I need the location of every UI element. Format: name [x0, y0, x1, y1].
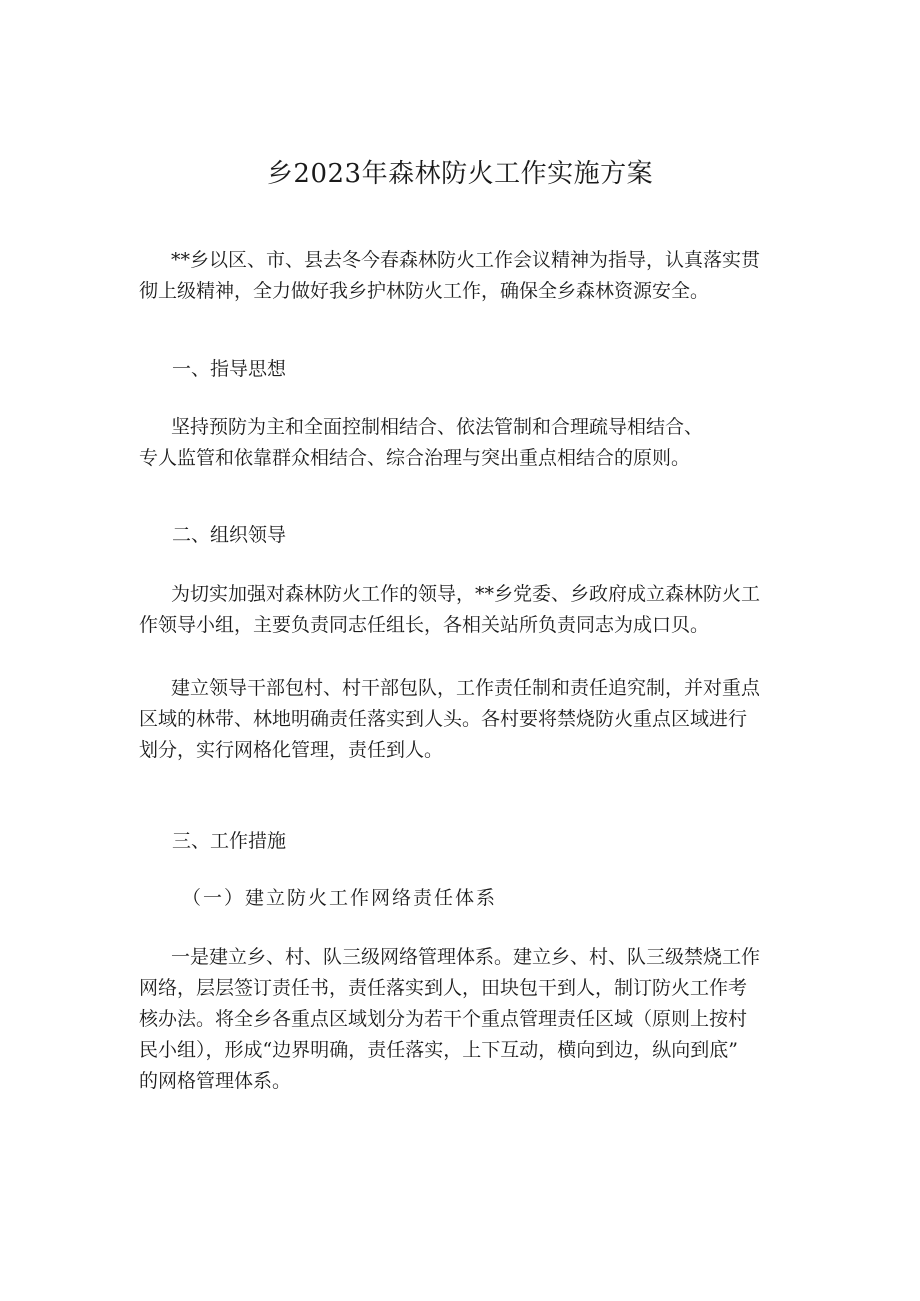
section3-p1-line-4: 民小组），形成“边界明确，责任落实，上下互动，横向到边，纵向到底”	[139, 1039, 738, 1061]
section2-paragraph-1	[139, 579, 789, 641]
section3-paragraph-1	[139, 942, 789, 1097]
intro-line-2: 彻上级精神，全力做好我乡护林防火工作，确保全乡森林资源安全。	[139, 280, 710, 302]
intro-paragraph	[139, 245, 789, 307]
section3-heading: 三、工作措施	[172, 830, 287, 852]
section2-p1-line-2: 作领导小组，主要负责同志任组长，各相关站所负责同志为成口贝。	[139, 614, 710, 636]
section1-line-1: 坚持预防为主和全面控制相结合、依法管制和合理疏导相结合、	[171, 416, 704, 438]
section2-heading: 二、组织领导	[172, 524, 287, 546]
section3-p1-line-1: 一是建立乡、村、队三级网络管理体系。建立乡、村、队三级禁烧工作	[171, 946, 761, 968]
section1-heading: 一、指导思想	[172, 358, 287, 380]
section3-p1-line-5: 的网格管理体系。	[139, 1070, 292, 1092]
section3-p1-line-2: 网络，层层签订责任书，责任落实到人，田块包干到人，制订防火工作考	[139, 977, 748, 999]
section2-p1-line-1: 为切实加强对森林防火工作的领导，**乡党委、乡政府成立森林防火工	[171, 583, 761, 605]
section2-paragraph-2	[139, 673, 789, 766]
section1-line-2: 专人监管和依靠群众相结合、综合治理与突出重点相结合的原则。	[139, 447, 691, 469]
section2-p2-line-2: 区域的林带、林地明确责任落实到人头。各村要将禁烧防火重点区域进行	[139, 708, 748, 730]
section1-paragraph	[139, 412, 789, 474]
section3-p1-line-3: 核办法。将全乡各重点区域划分为若干个重点管理责任区域（原则上按村	[139, 1008, 748, 1030]
section2-p2-line-3: 划分，实行网格化管理，责任到人。	[139, 739, 444, 761]
intro-line-1: **乡以区、市、县去冬今春森林防火工作会议精神为指导，认真落实贯	[171, 249, 761, 271]
section3-subheading: （一）建立防火工作网络责任体系	[182, 887, 498, 909]
section2-p2-line-1: 建立领导干部包村、村干部包队，工作责任制和责任追究制，并对重点	[171, 677, 761, 699]
document-title: 乡2023年森林防火工作实施方案	[266, 159, 654, 189]
